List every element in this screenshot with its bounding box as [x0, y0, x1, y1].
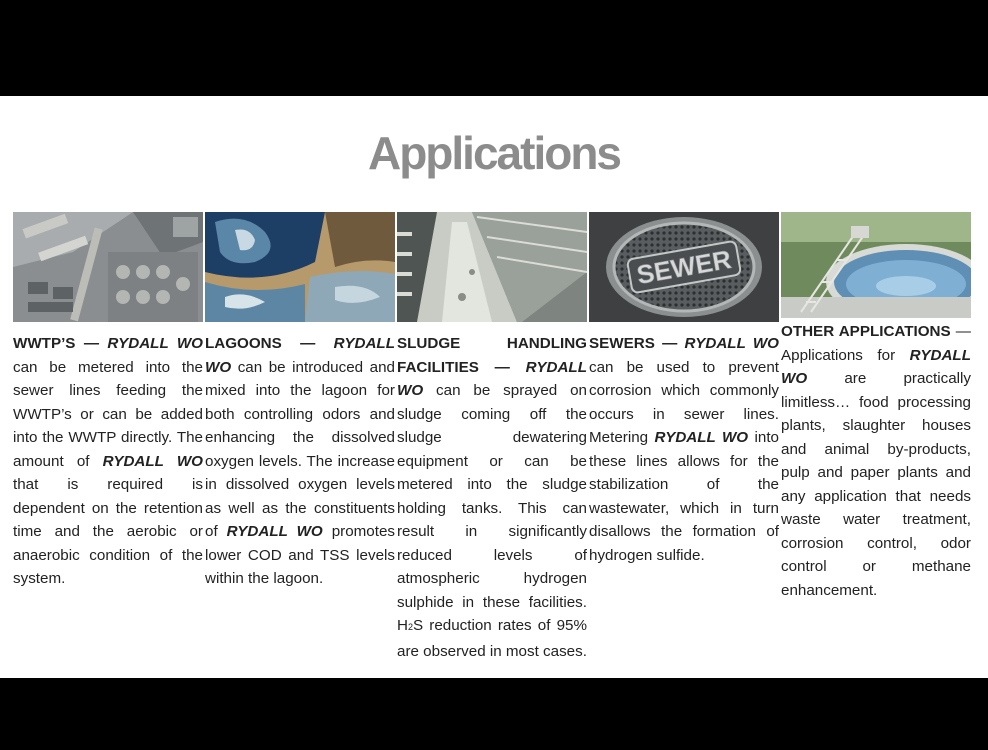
column-lagoons — [205, 212, 395, 591]
sewer-manhole-cover-photo — [589, 212, 779, 322]
lagoons-heading: LAGOONS — — [205, 335, 334, 352]
sewers-text — [589, 332, 779, 567]
wwtp-text — [13, 332, 203, 591]
lagoons-text — [205, 332, 395, 591]
sludge-heading: SLUDGE HANDLING FACILITIES — — [397, 335, 587, 376]
column-sewers — [589, 212, 779, 567]
wwtp-heading: WWTP’S — — [13, 335, 108, 352]
lagoons-brand: RYDALL WO — [205, 335, 395, 376]
other-brand: RYDALL WO — [781, 346, 971, 387]
clarifier-tank-photo — [781, 212, 971, 318]
other-applications-text — [781, 320, 971, 602]
other-body-0: — Applications for — [781, 323, 971, 364]
other-body-1: are practically limitless… food processing plants, slaughter houses and animal by-products, pulp and paper plants and any application that needs waste water treatment, corrosion control, odor control or methane enhancement. — [781, 370, 971, 599]
lagoons-brand-2: RYDALL WO — [226, 523, 323, 540]
wwtp-brand-2: RYDALL WO — [102, 452, 203, 470]
column-other-applications — [781, 212, 971, 602]
sewers-heading: SEWERS — — [589, 335, 685, 352]
aerial-wastewater-plant-photo — [13, 212, 203, 322]
sewers-body-1: can be used to prevent corrosion which commonly occurs in sewer lines. Metering — [589, 358, 779, 446]
wwtp-brand: RYDALL WO — [107, 335, 203, 352]
sewers-brand-2: RYDALL WO — [654, 429, 749, 446]
sewers-body-2: into these lines allows for the stabilization of the wastewater, which in turn disallows the formation of hydrogen sulfide. — [589, 429, 779, 564]
sludge-body-1: can be sprayed on sludge coming off the sludge dewatering equipment or can be metered into the sludge holding tanks. This can result in significantly reduced levels of atmospheric hydrogen sulphide in these facilities. H — [397, 382, 587, 634]
sludge-channel-photo — [397, 212, 587, 322]
sewers-brand: RYDALL WO — [684, 335, 779, 352]
lagoons-body-1: can be introduced and mixed into the lagoon for both controlling odors and enhancing the dissolved oxygen levels. The increase in dissolved oxygen levels as well as the constituents of — [205, 358, 395, 540]
page-title: Applications — [367, 127, 621, 179]
column-sludge-handling — [397, 212, 587, 663]
sludge-subscript: 2 — [407, 622, 413, 632]
sludge-text — [397, 332, 587, 663]
wwtp-body-2: that is required is dependent on the retention time and the aerobic or anaerobic condition of the system. — [13, 476, 203, 587]
lagoons-body-2: promotes lower COD and TSS levels within the lagoon. — [205, 523, 395, 587]
sewer-cover-label: SEWER — [634, 243, 734, 291]
other-heading: OTHER APPLICATIONS — [781, 323, 951, 340]
wwtp-body-1: can be metered into the sewer lines feeding the WWTP’s or can be added into the WWTP directly. The amount of — [13, 358, 203, 470]
sludge-brand: RYDALL WO — [397, 358, 587, 399]
lagoon-aerial-photo — [205, 212, 395, 322]
sludge-body-2: S reduction rates of 95% are observed in most cases. — [397, 617, 587, 660]
slide — [0, 96, 988, 678]
column-wwtp — [13, 212, 203, 591]
